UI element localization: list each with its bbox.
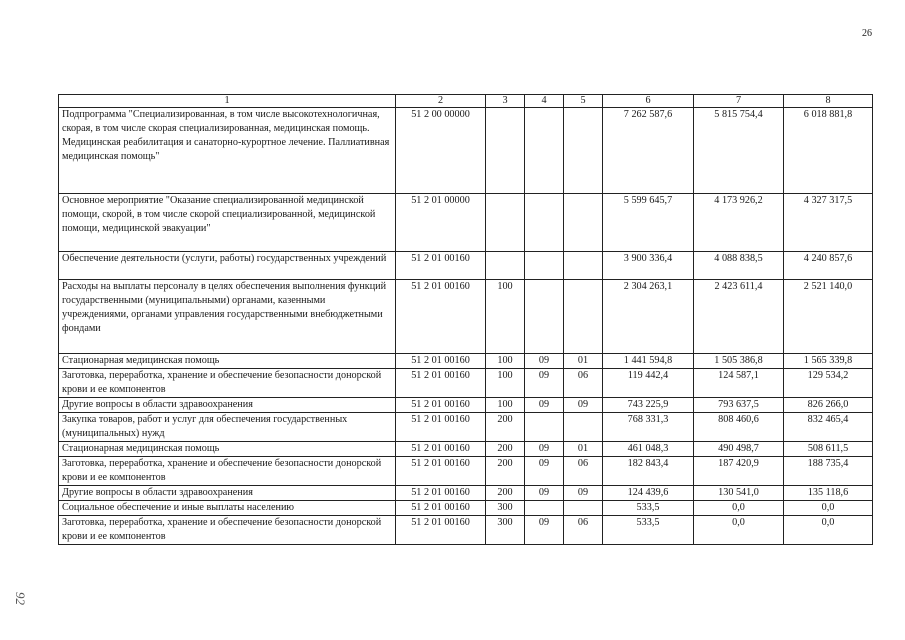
row-value-7: 5 815 754,4 (694, 108, 784, 194)
row-name: Заготовка, переработка, хранение и обеспечение безопасности донорской крови и ее компонентов (59, 516, 396, 545)
row-section (525, 108, 564, 194)
row-section (525, 413, 564, 442)
row-name: Другие вопросы в области здравоохранения (59, 398, 396, 413)
row-value-8: 129 534,2 (784, 369, 873, 398)
table-row (59, 457, 873, 486)
table-body (59, 108, 873, 545)
table-row (59, 280, 873, 354)
row-subsection: 01 (564, 442, 603, 457)
row-expense-type: 300 (486, 501, 525, 516)
row-name: Расходы на выплаты персоналу в целях обеспечения выполнения функций государственными (муниципальными) органами, казенными учреждениями, органами управления государственными внебюджетными фондами (59, 280, 396, 354)
row-value-6: 119 442,4 (603, 369, 694, 398)
row-expense-type: 200 (486, 486, 525, 501)
row-name: Социальное обеспечение и иные выплаты населению (59, 501, 396, 516)
header-cell: 4 (525, 95, 564, 108)
row-value-7: 4 173 926,2 (694, 194, 784, 252)
table-row (59, 442, 873, 457)
row-expense-type: 100 (486, 398, 525, 413)
row-name: Обеспечение деятельности (услуги, работы) государственных учреждений (59, 252, 396, 280)
page-number: 26 (862, 28, 872, 39)
row-code: 51 2 01 00160 (396, 501, 486, 516)
row-value-6: 533,5 (603, 516, 694, 545)
row-value-8: 0,0 (784, 501, 873, 516)
row-section: 09 (525, 369, 564, 398)
header-cell: 1 (59, 95, 396, 108)
header-cell: 3 (486, 95, 525, 108)
row-value-6: 1 441 594,8 (603, 354, 694, 369)
row-value-8: 826 266,0 (784, 398, 873, 413)
row-code: 51 2 01 00160 (396, 413, 486, 442)
row-code: 51 2 01 00160 (396, 354, 486, 369)
row-value-8: 6 018 881,8 (784, 108, 873, 194)
row-value-7: 4 088 838,5 (694, 252, 784, 280)
header-row (59, 95, 873, 108)
row-value-6: 7 262 587,6 (603, 108, 694, 194)
row-subsection: 09 (564, 398, 603, 413)
row-expense-type: 200 (486, 457, 525, 486)
row-value-7: 2 423 611,4 (694, 280, 784, 354)
row-value-7: 187 420,9 (694, 457, 784, 486)
row-section: 09 (525, 486, 564, 501)
row-value-6: 743 225,9 (603, 398, 694, 413)
row-section: 09 (525, 457, 564, 486)
row-value-8: 1 565 339,8 (784, 354, 873, 369)
row-section (525, 252, 564, 280)
row-section: 09 (525, 516, 564, 545)
header-cell: 2 (396, 95, 486, 108)
row-subsection (564, 280, 603, 354)
row-code: 51 2 01 00160 (396, 252, 486, 280)
row-name: Другие вопросы в области здравоохранения (59, 486, 396, 501)
row-value-7: 490 498,7 (694, 442, 784, 457)
row-value-7: 124 587,1 (694, 369, 784, 398)
row-value-8: 2 521 140,0 (784, 280, 873, 354)
row-expense-type: 100 (486, 354, 525, 369)
row-name: Стационарная медицинская помощь (59, 442, 396, 457)
row-value-7: 808 460,6 (694, 413, 784, 442)
row-expense-type: 100 (486, 280, 525, 354)
table-row (59, 486, 873, 501)
row-code: 51 2 00 00000 (396, 108, 486, 194)
row-value-7: 1 505 386,8 (694, 354, 784, 369)
budget-table (58, 94, 873, 545)
row-code: 51 2 01 00160 (396, 457, 486, 486)
row-value-8: 0,0 (784, 516, 873, 545)
row-expense-type (486, 108, 525, 194)
row-section (525, 194, 564, 252)
handwritten-margin-note: 92 (13, 592, 28, 605)
row-value-8: 508 611,5 (784, 442, 873, 457)
row-code: 51 2 01 00160 (396, 280, 486, 354)
row-code: 51 2 01 00160 (396, 516, 486, 545)
row-name: Заготовка, переработка, хранение и обеспечение безопасности донорской крови и ее компонентов (59, 457, 396, 486)
row-code: 51 2 01 00160 (396, 442, 486, 457)
row-section (525, 501, 564, 516)
row-value-8: 4 327 317,5 (784, 194, 873, 252)
row-subsection (564, 252, 603, 280)
row-subsection: 06 (564, 516, 603, 545)
table-row (59, 398, 873, 413)
row-subsection (564, 108, 603, 194)
row-value-7: 130 541,0 (694, 486, 784, 501)
row-section: 09 (525, 354, 564, 369)
row-value-6: 533,5 (603, 501, 694, 516)
row-name: Стационарная медицинская помощь (59, 354, 396, 369)
row-section: 09 (525, 442, 564, 457)
row-value-6: 124 439,6 (603, 486, 694, 501)
table-row (59, 369, 873, 398)
table-row (59, 108, 873, 194)
header-cell: 6 (603, 95, 694, 108)
row-subsection: 06 (564, 369, 603, 398)
row-code: 51 2 01 00160 (396, 486, 486, 501)
table-row (59, 194, 873, 252)
row-value-8: 188 735,4 (784, 457, 873, 486)
row-value-8: 4 240 857,6 (784, 252, 873, 280)
row-value-6: 182 843,4 (603, 457, 694, 486)
row-code: 51 2 01 00160 (396, 398, 486, 413)
header-cell: 5 (564, 95, 603, 108)
header-cell: 7 (694, 95, 784, 108)
row-value-8: 135 118,6 (784, 486, 873, 501)
header-cell: 8 (784, 95, 873, 108)
row-value-6: 5 599 645,7 (603, 194, 694, 252)
row-subsection: 01 (564, 354, 603, 369)
row-value-7: 793 637,5 (694, 398, 784, 413)
row-subsection: 09 (564, 486, 603, 501)
row-expense-type (486, 194, 525, 252)
row-section (525, 280, 564, 354)
row-value-6: 3 900 336,4 (603, 252, 694, 280)
row-subsection: 06 (564, 457, 603, 486)
row-code: 51 2 01 00000 (396, 194, 486, 252)
row-name: Закупка товаров, работ и услуг для обеспечения государственных (муниципальных) нужд (59, 413, 396, 442)
row-name: Основное мероприятие "Оказание специализированной медицинской помощи, скорой, в том числе скорой специализированной, медицинской помощи, медицинской эвакуации" (59, 194, 396, 252)
row-value-6: 461 048,3 (603, 442, 694, 457)
row-code: 51 2 01 00160 (396, 369, 486, 398)
row-section: 09 (525, 398, 564, 413)
row-subsection (564, 501, 603, 516)
row-value-6: 2 304 263,1 (603, 280, 694, 354)
table-row (59, 501, 873, 516)
row-expense-type: 200 (486, 442, 525, 457)
row-name: Заготовка, переработка, хранение и обеспечение безопасности донорской крови и ее компонентов (59, 369, 396, 398)
row-expense-type: 200 (486, 413, 525, 442)
table-row (59, 413, 873, 442)
table-row (59, 354, 873, 369)
row-expense-type: 300 (486, 516, 525, 545)
row-expense-type: 100 (486, 369, 525, 398)
row-name: Подпрограмма "Специализированная, в том числе высокотехнологичная, скорая, в том числе скорая специализированная, медицинская помощь. Медицинская реабилитация и санаторно-курортное лечение. Паллиативная медицинская помощь" (59, 108, 396, 194)
row-value-8: 832 465,4 (784, 413, 873, 442)
row-subsection (564, 194, 603, 252)
row-expense-type (486, 252, 525, 280)
table-row (59, 252, 873, 280)
table-row (59, 516, 873, 545)
row-value-6: 768 331,3 (603, 413, 694, 442)
row-value-7: 0,0 (694, 501, 784, 516)
row-value-7: 0,0 (694, 516, 784, 545)
row-subsection (564, 413, 603, 442)
